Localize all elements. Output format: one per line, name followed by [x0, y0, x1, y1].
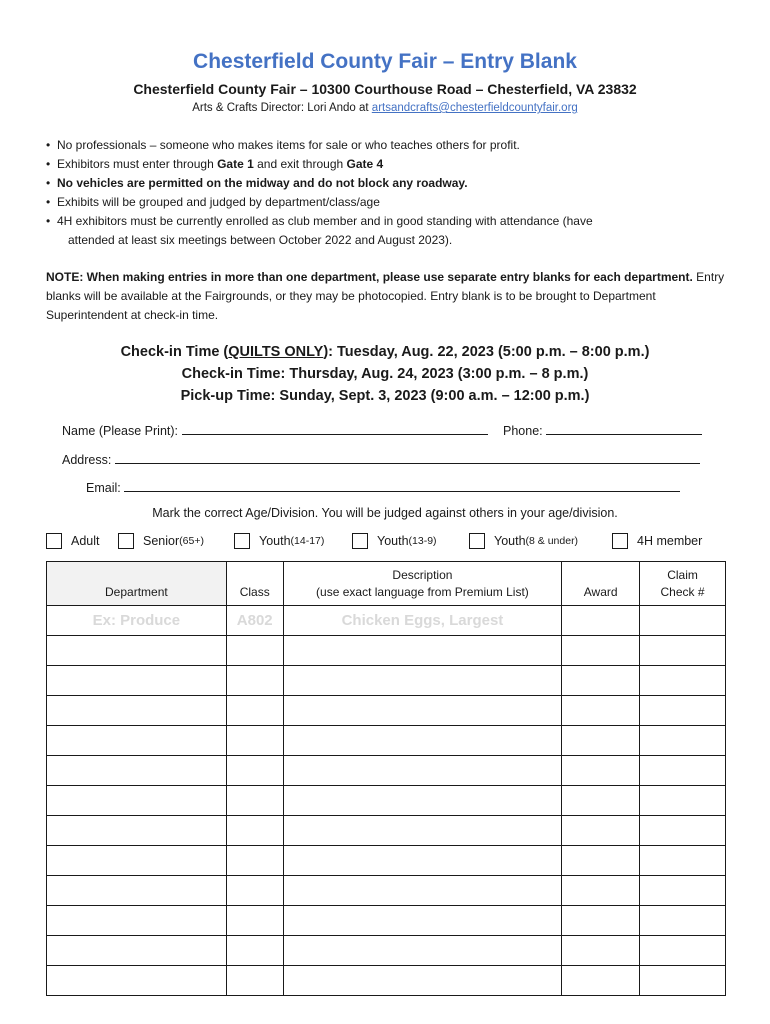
table-row[interactable]	[47, 966, 726, 996]
rule-text: No professionals – someone who makes items for sale or who teaches others for profit.	[57, 138, 520, 152]
schedule-times	[0, 341, 770, 407]
4h-checkbox[interactable]	[612, 533, 628, 549]
table-cell[interactable]	[226, 756, 283, 786]
fair-address: Chesterfield County Fair – 10300 Courthouse Road – Chesterfield, VA 23832	[133, 81, 637, 97]
table-cell[interactable]	[640, 696, 726, 726]
table-row[interactable]	[47, 816, 726, 846]
youth-14-17-checkbox[interactable]	[234, 533, 250, 549]
note-text: Entry blanks will be available at the Fairgrounds, or they may be photocopied. Entry blank is to be brought to Department Superintendent at check-in time.	[46, 270, 725, 322]
rule-item	[46, 193, 736, 212]
table-cell[interactable]	[226, 846, 283, 876]
youth-8-under-note: (8 & under)	[525, 535, 579, 547]
table-cell[interactable]	[47, 666, 227, 696]
table-cell[interactable]	[47, 816, 227, 846]
table-cell[interactable]	[226, 666, 283, 696]
table-cell[interactable]	[562, 666, 640, 696]
youth-13-9-checkbox[interactable]	[352, 533, 368, 549]
director-label: Arts & Crafts Director: Lori Ando at	[192, 102, 372, 114]
table-cell[interactable]	[226, 786, 283, 816]
table-cell[interactable]	[226, 876, 283, 906]
note-bold: NOTE: When making entries in more than one department, please use separate entry blanks for each department.	[46, 270, 693, 284]
time-text: Check-in Time (	[120, 344, 229, 360]
table-row[interactable]	[47, 936, 726, 966]
senior-note: (65+)	[179, 535, 204, 547]
age-division-options	[46, 533, 726, 553]
table-row[interactable]	[47, 636, 726, 666]
rule-text: No vehicles are permitted on the midway and do not block any roadway.	[57, 176, 468, 190]
table-cell[interactable]	[226, 906, 283, 936]
phone-row	[503, 421, 702, 438]
adult-label: Adult	[71, 534, 100, 548]
table-cell[interactable]	[283, 756, 562, 786]
rule-item	[46, 155, 736, 174]
table-row[interactable]	[47, 846, 726, 876]
table-cell[interactable]	[283, 966, 562, 996]
table-cell[interactable]	[562, 726, 640, 756]
phone-field[interactable]	[546, 421, 702, 435]
name-row	[62, 421, 488, 438]
example-class: A802	[226, 606, 283, 636]
table-cell[interactable]	[562, 906, 640, 936]
table-cell[interactable]	[562, 636, 640, 666]
table-cell[interactable]	[226, 966, 283, 996]
table-cell[interactable]	[47, 786, 227, 816]
division-youth-8-under[interactable]	[469, 533, 578, 549]
rule-item-continued: attended at least six meetings between October 2022 and August 2023).	[68, 233, 453, 247]
example-department: Ex: Produce	[47, 606, 227, 636]
table-cell[interactable]	[47, 696, 227, 726]
youth-14-17-note: (14-17)	[290, 535, 325, 547]
youth-8-under-checkbox[interactable]	[469, 533, 485, 549]
table-cell[interactable]	[640, 726, 726, 756]
claim-header-line1: Claim	[667, 568, 698, 582]
entry-table	[46, 561, 726, 996]
header-class: Class	[226, 562, 283, 606]
table-cell[interactable]	[283, 936, 562, 966]
senior-checkbox[interactable]	[118, 533, 134, 549]
table-cell[interactable]	[562, 696, 640, 726]
table-cell[interactable]	[47, 846, 227, 876]
table-cell[interactable]	[562, 876, 640, 906]
note-paragraph	[46, 268, 726, 325]
table-cell[interactable]	[562, 786, 640, 816]
address-row	[62, 450, 700, 467]
header-claim-check	[640, 562, 726, 606]
table-cell[interactable]	[640, 816, 726, 846]
page-title: Chesterfield County Fair – Entry Blank	[193, 50, 577, 73]
rule-text: Exhibits will be grouped and judged by department/class/age	[57, 195, 380, 209]
email-row	[86, 478, 680, 495]
table-cell[interactable]	[47, 906, 227, 936]
table-cell[interactable]	[562, 606, 640, 636]
rule-text: Exhibitors must enter through	[57, 157, 218, 171]
youth-13-9-note: (13-9)	[408, 535, 437, 547]
table-cell[interactable]	[640, 966, 726, 996]
table-cell[interactable]	[640, 636, 726, 666]
table-cell[interactable]	[562, 756, 640, 786]
rule-text: and exit through	[253, 157, 347, 171]
director-email-link[interactable]: artsandcrafts@chesterfieldcountyfair.org	[371, 102, 578, 114]
table-row[interactable]	[47, 786, 726, 816]
table-cell[interactable]	[47, 966, 227, 996]
phone-label: Phone:	[503, 424, 543, 438]
table-cell[interactable]	[226, 936, 283, 966]
name-label: Name (Please Print):	[62, 424, 179, 438]
rules-list	[46, 136, 736, 250]
table-cell[interactable]	[226, 696, 283, 726]
table-header-row	[47, 562, 726, 606]
rule-item	[46, 174, 736, 193]
rule-text: 4H exhibitors must be currently enrolled as club member and in good standing with attendance (have	[57, 214, 593, 228]
table-cell[interactable]	[47, 636, 227, 666]
table-cell[interactable]	[640, 756, 726, 786]
age-division-instruction: Mark the correct Age/Division. You will be judged against others in your age/division.	[152, 506, 618, 520]
table-cell[interactable]	[283, 906, 562, 936]
youth-label: Youth	[494, 534, 526, 548]
table-cell[interactable]	[47, 876, 227, 906]
table-row[interactable]	[47, 756, 726, 786]
youth-label: Youth	[259, 534, 291, 548]
example-description: Chicken Eggs, Largest	[283, 606, 562, 636]
quilts-only-text: QUILTS ONLY	[228, 344, 324, 360]
claim-header-line2: Check #	[660, 585, 705, 599]
gate-4-text: Gate 4	[346, 157, 384, 171]
division-4h[interactable]	[612, 533, 702, 549]
table-cell[interactable]	[283, 846, 562, 876]
table-cell[interactable]	[47, 726, 227, 756]
table-cell[interactable]	[640, 936, 726, 966]
table-cell[interactable]	[640, 606, 726, 636]
division-adult[interactable]	[46, 533, 100, 549]
table-cell[interactable]	[226, 636, 283, 666]
table-cell[interactable]	[283, 816, 562, 846]
table-cell[interactable]	[640, 906, 726, 936]
senior-label: Senior	[143, 534, 180, 548]
header-award: Award	[562, 562, 640, 606]
table-cell[interactable]	[226, 816, 283, 846]
address-field[interactable]	[115, 450, 700, 464]
adult-checkbox[interactable]	[46, 533, 62, 549]
table-row[interactable]	[47, 906, 726, 936]
table-cell[interactable]	[47, 756, 227, 786]
example-row	[47, 606, 726, 636]
pickup-time: Pick-up Time: Sunday, Sept. 3, 2023 (9:00 a.m. – 12:00 p.m.)	[180, 388, 590, 404]
email-label: Email:	[86, 481, 121, 495]
table-cell[interactable]	[47, 936, 227, 966]
table-row[interactable]	[47, 876, 726, 906]
table-cell[interactable]	[283, 876, 562, 906]
description-header-line1: Description	[392, 568, 453, 582]
table-cell[interactable]	[283, 726, 562, 756]
checkin-quilts	[0, 341, 770, 363]
table-cell[interactable]	[640, 846, 726, 876]
table-cell[interactable]	[562, 846, 640, 876]
table-cell[interactable]	[283, 696, 562, 726]
table-cell[interactable]	[283, 666, 562, 696]
table-cell[interactable]	[226, 726, 283, 756]
table-cell[interactable]	[283, 786, 562, 816]
division-youth-14-17[interactable]	[234, 533, 324, 549]
division-senior[interactable]	[118, 533, 204, 549]
gate-1-text: Gate 1	[217, 157, 254, 171]
table-cell[interactable]	[562, 816, 640, 846]
time-text: ): Tuesday, Aug. 22, 2023 (5:00 p.m. – 8:00 p.m.)	[323, 344, 650, 360]
rule-item	[46, 136, 736, 155]
checkin-general: Check-in Time: Thursday, Aug. 24, 2023 (3:00 p.m. – 8 p.m.)	[181, 366, 589, 382]
table-row[interactable]	[47, 696, 726, 726]
table-cell[interactable]	[562, 966, 640, 996]
table-cell[interactable]	[562, 936, 640, 966]
email-field[interactable]	[124, 478, 680, 492]
director-line	[0, 102, 770, 114]
table-row[interactable]	[47, 726, 726, 756]
header-department: Department	[47, 562, 227, 606]
youth-label: Youth	[377, 534, 409, 548]
table-cell[interactable]	[283, 636, 562, 666]
division-youth-13-9[interactable]	[352, 533, 437, 549]
table-cell[interactable]	[640, 876, 726, 906]
address-label: Address:	[62, 453, 112, 467]
4h-label: 4H member	[637, 534, 703, 548]
description-header-line2: (use exact language from Premium List)	[316, 585, 529, 599]
table-cell[interactable]	[640, 786, 726, 816]
rule-item	[46, 212, 736, 231]
name-field[interactable]	[182, 421, 488, 435]
header-description	[283, 562, 562, 606]
table-cell[interactable]	[640, 666, 726, 696]
table-row[interactable]	[47, 666, 726, 696]
